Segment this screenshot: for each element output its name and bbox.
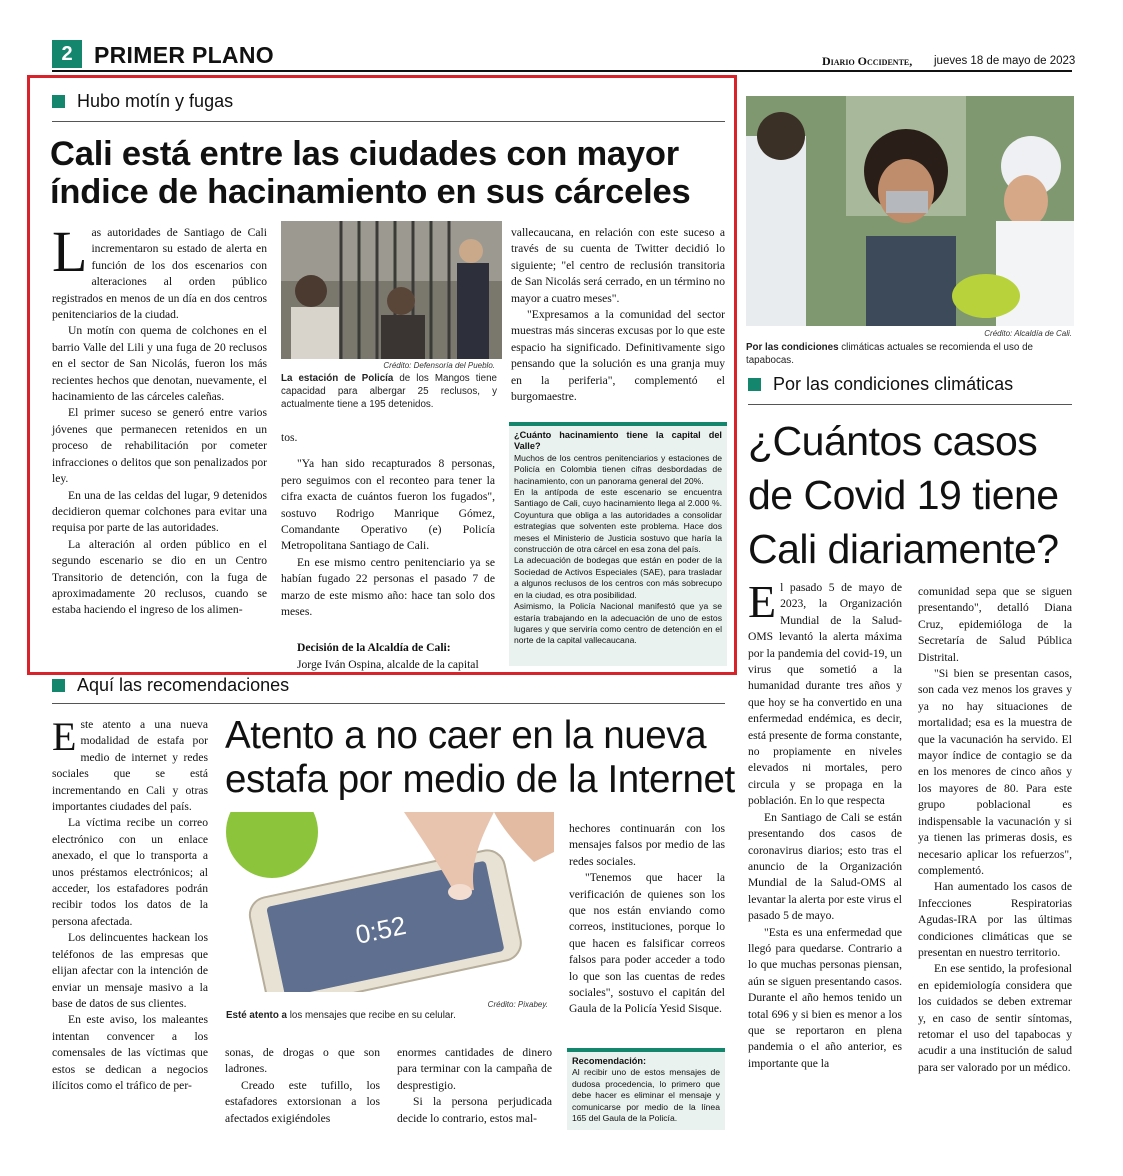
caption-lead: Por las condiciones bbox=[746, 342, 839, 353]
photo-caption bbox=[746, 341, 1074, 367]
kicker-text: Aquí las recomendaciones bbox=[77, 675, 290, 695]
covid-photo bbox=[746, 96, 1074, 326]
caption-lead: La estación de Policía bbox=[281, 373, 394, 384]
article3-col3 bbox=[397, 1045, 552, 1127]
square-bullet-icon bbox=[748, 378, 761, 391]
header-rule bbox=[52, 70, 1072, 72]
dropcap: E bbox=[52, 714, 77, 759]
paragraph: En ese sentido, la profesional en epidemiología considera que los cuidados se deben extremar y, en caso de sentir síntomas, retomar el uso del tapabocas y acudir a una institución de salud para ser valorado por un médico. bbox=[918, 962, 1072, 1074]
photo-caption bbox=[226, 1009, 556, 1022]
paragraph: Los delincuentes hackean los teléfonos de las empresas que elijan afectar con la intención de enviar un mensaje masivo a la base de datos de sus clientes. bbox=[52, 931, 208, 1010]
square-bullet-icon bbox=[52, 679, 65, 692]
article1-col1 bbox=[52, 219, 267, 619]
kicker-rule bbox=[748, 404, 1072, 405]
article3-col4 bbox=[569, 821, 725, 1018]
paragraph: vallecaucana, en relación con este suceso a través de su cuenta de Twitter decidió lo siguiente; "el centro de reclusión transitoria de San Nicolás será cerrado, en un término no mayor a cuatro meses". bbox=[511, 226, 725, 305]
box-paragraph: Al recibir uno de estos mensajes de dudosa procedencia, lo primero que debe hacer es eliminar el mensaje y comunicarse por medio de la línea 165 del Gaula de la Policía. bbox=[572, 1067, 720, 1124]
masthead: Diario Occidente, bbox=[822, 54, 913, 68]
phone-clock: 0:52 bbox=[352, 909, 409, 950]
paragraph: El primer suceso se generó entre varios jóvenes que permanecen retenidos en un proceso de rehabilitación por cometer infracciones o delitos que son penalizados por ley. bbox=[52, 406, 267, 486]
paragraph: "Esta es una enfermedad que llegó para quedarse. Contrario a lo que muchas personas piensan, aún se siguen presentando casos. Durante el año hemos tenido un total 696 y si bien es menor a los que se reportaron en plena pandemia o el año anterior, es importante que la bbox=[748, 925, 902, 1070]
paragraph: enormes cantidades de dinero para terminar con la campaña de desprestigio. bbox=[397, 1046, 552, 1092]
paragraph: tos. bbox=[281, 431, 298, 444]
paragraph: Si la persona perjudicada decide lo contrario, estos mal- bbox=[397, 1095, 552, 1125]
kicker-text: Hubo motín y fugas bbox=[77, 91, 234, 111]
paragraph: Creado este tufillo, los estafadores extorsionan a los afectados exigiéndoles bbox=[225, 1078, 380, 1125]
kicker-text: Por las condiciones climáticas bbox=[773, 374, 1014, 394]
kicker-rule bbox=[52, 703, 725, 704]
photo-credit: Crédito: Alcaldía de Cali. bbox=[984, 329, 1072, 338]
article2-kicker bbox=[748, 374, 1013, 395]
article3-col2 bbox=[225, 1045, 380, 1127]
phone-photo bbox=[224, 812, 554, 992]
section-title: PRIMER PLANO bbox=[94, 42, 274, 68]
caption-text: de los Mangos tiene capacidad para albergar 25 reclusos, y actualmente tiene a 195 detenidos. bbox=[281, 373, 497, 410]
paragraph: Han aumentado los casos de Infecciones Respiratorias Agudas-IRA por las últimas condiciones climáticas que se presentan en nuestro territorio. bbox=[918, 880, 1072, 959]
dropcap: L bbox=[52, 219, 88, 284]
photo-credit: Crédito: Defensoría del Pueblo. bbox=[383, 361, 495, 370]
paragraph: ste atento a una nueva modalidad de estafa por medio de internet y redes sociales que se está incrementando en Cali y otras importantes ciudades del país. bbox=[52, 718, 208, 814]
prison-photo bbox=[281, 221, 502, 359]
article2-col1 bbox=[748, 576, 902, 1072]
paragraph: as autoridades de Santiago de Cali incrementaron su estado de alerta en función de los dos escenarios con alteraciones al orden público registrados en menos de un día en dos centros penitenciarios de la ciudad. bbox=[52, 226, 267, 322]
photo-caption bbox=[281, 372, 497, 411]
paragraph: Un motín con quema de colchones en el barrio Valle del Lili y una fuga de 20 reclusos en el sector de San Nicolás, fueron los más recientes hechos que denotan, nuevamente, el hacinamiento de las cárceles caleñas. bbox=[52, 324, 267, 404]
article1-kicker bbox=[52, 91, 233, 112]
article1-sidebar-box bbox=[509, 422, 727, 666]
article2-col2 bbox=[918, 584, 1072, 1076]
paragraph: En Santiago de Cali se están presentando dos casos de coronavirus diarios; esto tras el anuncio de la Organización Mundial de la Salud-OMS al levantar la alerta por este virus el pasado 5 de mayo. bbox=[748, 810, 902, 923]
box-title: ¿Cuánto hacinamiento tiene la capital del Valle? bbox=[514, 430, 722, 452]
square-bullet-icon bbox=[52, 95, 65, 108]
subheading: Decisión de la Alcaldía de Cali: bbox=[297, 641, 451, 655]
caption-lead: Esté atento a bbox=[226, 1010, 287, 1021]
caption-text: climáticas actuales se recomienda el uso de tapabocas. bbox=[746, 342, 1033, 366]
paragraph: La víctima recibe un correo electrónico con un enlace anexado, el que lo transporta a unos préstamos electrónicos; al acceder, los estafadores podrán recibir todos los datos de la persona afectada. bbox=[52, 816, 208, 928]
paragraph: En este aviso, los maleantes intentan convencer a los comensales de las víctimas que estos se dedican a negocios ilícitos como el tráfico de per- bbox=[52, 1013, 208, 1092]
paragraph: Jorge Iván Ospina, alcalde de la capital bbox=[297, 657, 479, 671]
box-title: Recomendación: bbox=[572, 1056, 647, 1066]
article1-col2 bbox=[281, 430, 495, 673]
paragraph: comunidad sepa que se siguen presentando", detalló Diana Cruz, epidemióloga de la Secretaría de Salud Pública Distrital. bbox=[918, 585, 1072, 664]
page-number-badge: 2 bbox=[52, 40, 82, 68]
paragraph: "Expresamos a la comunidad del sector muestras más sinceras excusas por lo que este espacio ha significado. Definitivamente sigo pensando que la solución es una granja muy en la periferia", complementó el burgomaestre. bbox=[511, 308, 725, 404]
article1-col3 bbox=[511, 225, 725, 405]
kicker-rule bbox=[52, 121, 725, 122]
article2-headline: ¿Cuántos casos de Covid 19 tiene Cali diariamente? bbox=[748, 418, 1059, 572]
article1-headline: Cali está entre las ciudades con mayor índice de hacinamiento en sus cárceles bbox=[50, 135, 691, 211]
paragraph: La alteración al orden público en el segundo escenario se dio en un Centro Transitorio de detención, con la fuga de aproximadamente 20 reclusos, cuando se estaba haciendo el ingreso de los alimen- bbox=[52, 537, 267, 617]
box-paragraph: Asimismo, la Policía Nacional manifestó que ya se estaría trabajando en la adecuación de uno de estos lugares y que serviría como centro de detención en el norte de la capital vallecaucana. bbox=[514, 601, 722, 646]
paragraph: l pasado 5 de mayo de 2023, la Organización Mundial de la Salud-OMS levantó la alerta máxima por la pandemia del covid-19, un virus que sometió a la humanidad durante tres años y que hoy se ha convertido en una enfermedad endémica, es decir, está presente de forma constante, no propiamente en niveles elevados ni mortales, pero circula y se propaga en la población. En lo que respecta bbox=[748, 581, 902, 808]
caption-text: los mensajes que recibe en su celular. bbox=[286, 1010, 456, 1021]
paragraph: "Tenemos que hacer la verificación de quienes son los que nos están enviando como correos, instituciones, porque lo que hacen es falsificar correos falsos para poder acceder a todo lo que son las cuentas de redes sociales", sostuvo el capitán del Gaula de la Policía Yesid Sisque. bbox=[569, 871, 725, 1016]
box-paragraph: Muchos de los centros penitenciarios y estaciones de Policía en Colombia tienen cifras desbordadas de hacinamiento, con un panorama general del 20%. bbox=[514, 452, 722, 486]
dropcap: E bbox=[748, 576, 777, 627]
box-paragraph: En la antípoda de este escenario se encuentra Santiago de Cali, cuyo hacinamiento llega al 2.000 %. Coyuntura que obliga a las autoridades a consolidar estrategias que solventen este problema. Hace dos meses el Ministerio de Justicia sostuvo que haría la construcción de otra cárcel en esa zona del país. bbox=[514, 487, 722, 555]
paragraph: hechores continuarán con los mensajes falsos por medio de las redes sociales. bbox=[569, 822, 725, 868]
paragraph: sonas, de drogas o que son ladrones. bbox=[225, 1046, 380, 1076]
paragraph: En una de las celdas del lugar, 9 detenidos decidieron quemar colchones para evitar una requisa por parte de las autoridades. bbox=[52, 488, 267, 535]
photo-credit: Crédito: Pixabey. bbox=[487, 1000, 548, 1009]
article3-kicker bbox=[52, 675, 289, 696]
issue-date: jueves 18 de mayo de 2023 bbox=[934, 55, 1076, 67]
paragraph: "Si bien se presentan casos, son cada vez menos los graves y ya no hay situaciones de mortalidad; esa es la muestra de que la vacunación ha servido. El mayor índice de contagio se da en los menores de cinco años y los mayores de 80. Para este grupo poblacional es indispensable la vacunación y si ya tienen las primeras dosis, es necesario aplicar los refuerzos", complementó. bbox=[918, 667, 1072, 877]
article3-col1 bbox=[52, 714, 208, 1094]
article3-recommendation-box bbox=[567, 1048, 725, 1130]
box-paragraph: La adecuación de bodegas que están en poder de la Sociedad de Activos Especiales (SAE), para trasladar a algunos reclusos de los centros con más sobrecupo en la ciudad, es otra posibilidad. bbox=[514, 555, 722, 600]
article3-headline: Atento a no caer en la nueva estafa por medio de la Internet bbox=[225, 714, 735, 801]
paragraph: En ese mismo centro penitenciario ya se habían fugado 22 personas el pasado 7 de marzo de este mismo año: hace tan solo dos meses. bbox=[281, 555, 495, 619]
paragraph: "Ya han sido recapturados 8 personas, pero seguimos con el reconteo para tener la cifra exacta de cuántos fueron los fugados", sostuvo Rodrigo Manrique Gómez, Comandante Operativo (e) Policía Metropolitana Santiago de Cali. bbox=[281, 457, 495, 553]
